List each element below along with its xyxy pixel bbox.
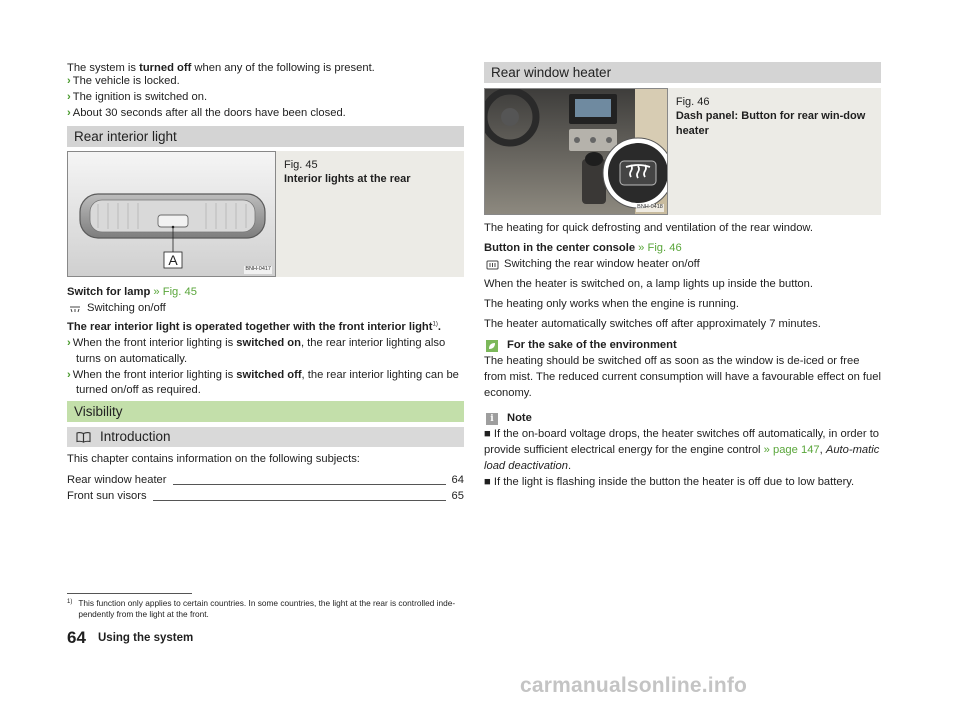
rear-light-text [67,285,464,399]
leaf-icon [486,340,498,352]
list-item: › About 30 seconds after all the doors have been closed. [67,106,346,119]
image-tag: BNH-0418 [637,204,663,211]
toc-entry-rear-window-heater[interactable]: Rear window heater 64 [67,473,464,486]
page-section-title: Using the system [98,632,194,644]
visibility-intro: This chapter contains information on the following subjects: Rear window heater 64 Front sun visors 65 [67,452,464,505]
list-item: › The vehicle is locked. [67,75,180,87]
switch-line: Switch for lamp » Fig. 45 [67,286,197,298]
intro-paragraph: The system is turned off when any of the following is present. [67,62,375,74]
footnote: 1) This function only applies to certain countries. In some countries, the light at the rear is controlled inde-pendently from the light at the front. [67,598,456,620]
label-a: A [168,252,178,268]
book-icon [76,431,91,443]
section-heading-rear-window-heater: Rear window heater [484,62,881,83]
toc-entry-front-sun-visors[interactable]: Front sun visors 65 [67,489,464,502]
note-heading: i Note [484,411,881,427]
environment-heading: For the sake of the environment [484,338,881,354]
info-icon: i [486,413,498,425]
figure-title: Interior lights at the rear [284,173,411,186]
button-line: Button in the center console » Fig. 46 [484,241,682,254]
fig-45-link[interactable]: » Fig. 45 [153,286,197,298]
image-tag: BNH-0417 [245,266,271,273]
rear-window-heater-symbol-icon [484,260,500,270]
chevron-right-icon: › [67,90,71,103]
interior-lamp-illustration [68,152,276,277]
page-147-link[interactable]: » page 147 [763,443,820,456]
operation-statement: The rear interior light is operated together with the front interior light$^{1)}$. [67,320,441,333]
footnote-divider [67,593,192,594]
figure-45 [67,151,464,277]
watermark: carmanualsonline.info [520,674,748,697]
fig-46-link[interactable]: » Fig. 46 [638,241,682,254]
figure-title: Dash panel: Button for rear win-dow heater [675,110,866,137]
list-item: › When the front interior lighting is switched off, the rear interior lighting can be turned on/off as required. [67,368,459,397]
list-item: › The ignition is switched on. [67,90,208,103]
figure-number: Fig. 46 [675,96,710,108]
figure-number: Fig. 45 [284,159,318,171]
figure-46-caption [668,88,881,215]
figure-46-image [484,88,668,215]
chapter-heading-visibility: Visibility [67,401,464,422]
introduction-heading: Introduction [67,427,464,447]
figure-46 [484,88,881,215]
rear-window-heater-text: The heating for quick defrosting and ventilation of the rear window. Button in the center console » Fig. 46 Switching the rear window heater on/off When the heater is switched on, a lamp lights up inside the button. The heating only works when the engine is running. The heater automatically switches off after approximately 7 minutes. For the sake of the environment The heating should be switched off as soon as the window is de-iced or free from mist. The reduced current consumption will have a favourable effect on fuel economy. i Note ■ If the on-board voltage drops, the heater switches off automatically, in order to provide sufficient electrical energy for the engine control » page 147, Auto-matic load deactivation. ■ If the light is flashing inside the button the heater is off due to low battery. [484,221,881,491]
chevron-right-icon: › [67,368,71,381]
dashboard-illustration [485,89,668,215]
note-item: ■ If the light is flashing inside the button the heater is off due to low battery. [484,475,855,488]
condition-list [67,74,464,122]
figure-45-caption [276,151,419,277]
note-item: ■ If the on-board voltage drops, the heater switches off automatically, in order to provide sufficient electrical energy for the engine control » page 147, Auto-matic load deactivation. [484,427,880,472]
interior-light-symbol-icon [67,305,83,313]
section-heading-rear-interior-light: Rear interior light [67,126,464,147]
page-number: 64 [67,628,86,647]
environment-text: The heating should be switched off as soon as the window is de-iced or free from mist. The reduced current consumption will have a favourable effect on fuel economy. [484,355,881,400]
figure-45-image [67,151,276,277]
switch-symbol-row: Switching on/off [67,301,464,317]
chevron-right-icon: › [67,75,71,87]
chevron-right-icon: › [67,336,71,349]
heater-symbol-row: Switching the rear window heater on/off [484,257,881,273]
list-item: › When the front interior lighting is switched on, the rear interior lighting also turns on automatically. [67,336,446,365]
chevron-right-icon: › [67,106,71,119]
